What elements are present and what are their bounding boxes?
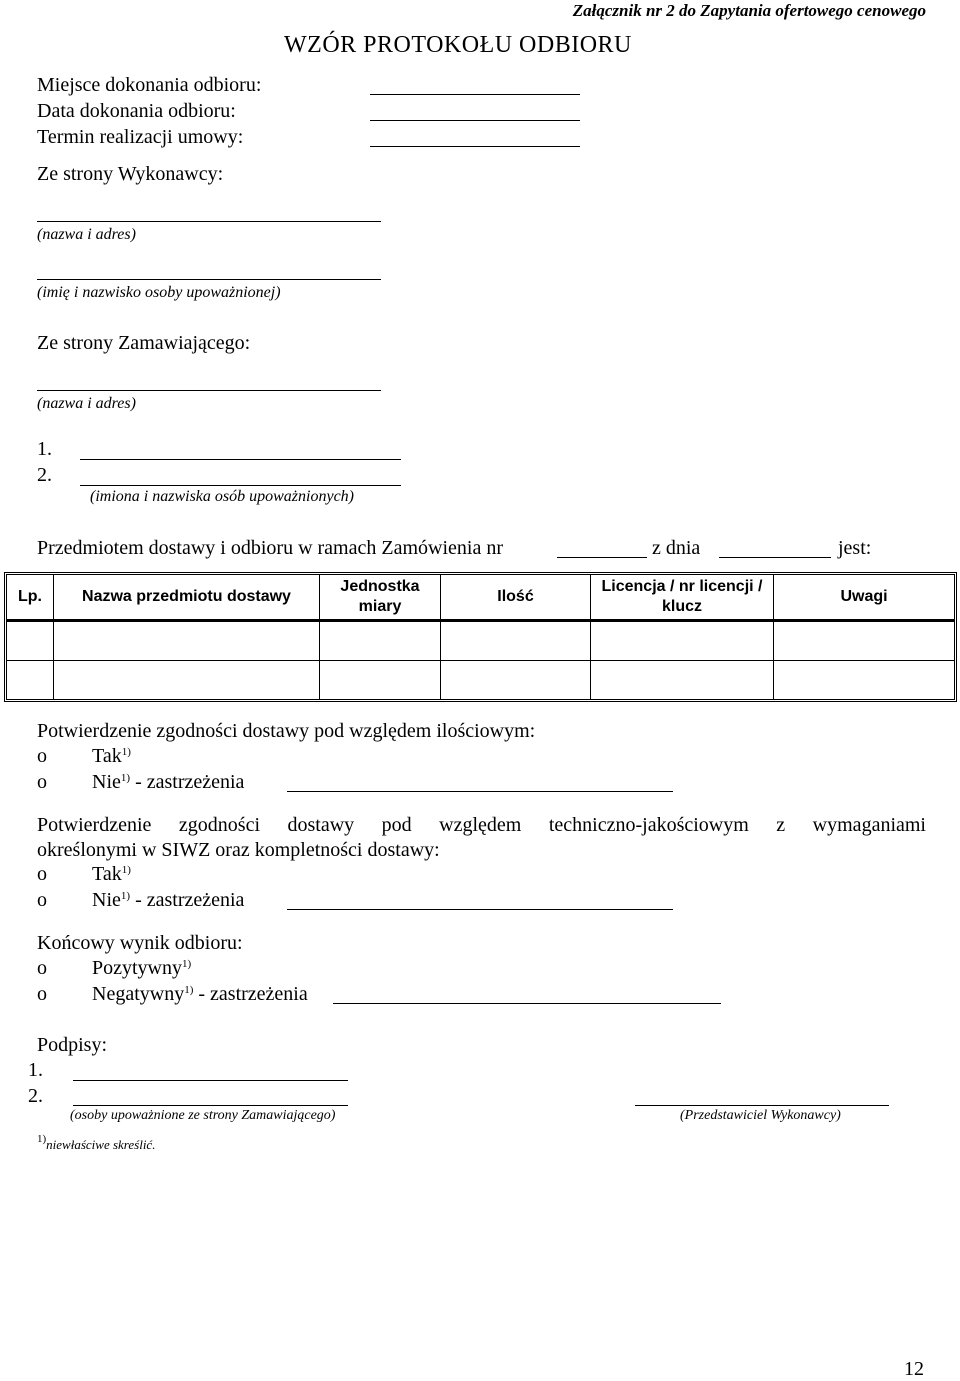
subject-text-2: z dnia [652,537,701,559]
date-label: Data dokonania odbioru: [37,100,236,122]
option-bullet: o [37,863,47,885]
table-cell[interactable] [774,660,954,699]
footnote-mark: 1) [37,1133,47,1145]
result-positive-option[interactable] [37,956,191,980]
result-label: Końcowy wynik odbioru: [37,932,243,954]
col-header-notes: Uwagi [774,575,954,622]
footnote-ref: 1) [182,958,192,970]
term-field[interactable] [370,146,580,147]
orderer-heading: Ze strony Zamawiającego: [37,332,251,354]
quality-check-label-1: Potwierdzenie zgodności dostawy pod względem techniczno-jakościowym z wymaganiami [37,814,926,836]
quality-no-option[interactable] [37,888,244,912]
quality-yes-option[interactable] [37,862,131,886]
option-bullet: o [37,889,47,911]
orderer-person-1-field[interactable] [80,459,401,460]
col-header-lp: Lp. [7,575,54,622]
footnote-ref: 1) [120,890,131,902]
option-bullet: o [37,745,47,767]
result-reservations-field[interactable] [333,1003,721,1004]
table-row [7,622,954,660]
reservations-label: - zastrzeżenia [193,983,308,1005]
option-bullet: o [37,983,47,1005]
table-cell[interactable] [441,622,591,660]
table-row [7,660,954,699]
quality-check-label-2: określonymi w SIWZ oraz kompletności dostawy: [37,839,440,861]
signatures-label: Podpisy: [37,1034,108,1056]
table-cell[interactable] [320,660,441,699]
option-no-label: Nie [92,771,121,793]
contractor-signature-field[interactable] [635,1105,889,1106]
quantity-reservations-field[interactable] [287,791,673,792]
subject-text-3: jest: [838,537,872,559]
signature-number-2: 2. [28,1085,43,1107]
quantity-check-label: Potwierdzenie zgodności dostawy pod względem ilościowym: [37,720,536,742]
col-header-quantity: Ilość [441,575,591,622]
table-header-row [7,575,954,622]
col-header-item-name: Nazwa przedmiotu dostawy [54,575,320,622]
footnote-ref: 1) [121,746,131,758]
contractor-person-field[interactable] [37,279,381,280]
footnote-ref: 1) [121,864,131,876]
footnote-text: niewłaściwe skreślić. [46,1137,156,1152]
orderer-person-2-field[interactable] [80,485,401,486]
option-yes-label: Tak [92,863,122,885]
table-cell[interactable] [320,622,441,660]
option-negative-label: Negatywny [92,983,185,1005]
place-field[interactable] [370,94,580,95]
signature-number-1: 1. [28,1059,43,1081]
contractor-name-hint: (nazwa i adres) [37,226,136,243]
signature-2-field[interactable] [73,1105,348,1106]
table-cell[interactable] [591,660,774,699]
subject-text-1: Przedmiotem dostawy i odbioru w ramach Zamówienia nr [37,537,503,559]
orderer-person-number-1: 1. [37,438,52,460]
contractor-person-hint: (imię i nazwisko osoby upoważnionej) [37,284,281,301]
order-date-field[interactable] [719,557,831,558]
orderer-persons-hint: (imiona i nazwiska osób upoważnionych) [90,488,354,505]
annex-label: Załącznik nr 2 do Zapytania ofertowego cenowego [572,1,926,20]
contractor-signature-hint: (Przedstawiciel Wykonawcy) [680,1108,841,1123]
footnote-ref: 1) [184,984,194,996]
footnote-ref: 1) [120,772,131,784]
option-positive-label: Pozytywny [92,957,182,979]
table-cell[interactable] [7,660,54,699]
orderer-person-number-2: 2. [37,464,52,486]
items-table [4,572,957,702]
order-number-field[interactable] [557,557,647,558]
table-cell[interactable] [774,622,954,660]
option-no-label: Nie [92,889,121,911]
option-yes-label: Tak [92,745,122,767]
table-cell[interactable] [441,660,591,699]
quality-reservations-field[interactable] [287,909,673,910]
orderer-name-hint: (nazwa i adres) [37,395,136,412]
table-cell[interactable] [54,660,320,699]
table-cell[interactable] [7,622,54,660]
footnote [37,1133,156,1153]
contractor-name-field[interactable] [37,221,381,222]
result-negative-option[interactable] [37,982,308,1006]
page-number: 12 [904,1358,924,1380]
contractor-heading: Ze strony Wykonawcy: [37,163,224,185]
quantity-yes-option[interactable] [37,744,131,768]
term-label: Termin realizacji umowy: [37,126,244,148]
signature-1-field[interactable] [73,1080,348,1081]
quantity-no-option[interactable] [37,770,244,794]
orderer-signature-hint: (osoby upoważnione ze strony Zamawiającego) [70,1108,336,1123]
table-cell[interactable] [591,622,774,660]
document-title: WZÓR PROTOKOŁU ODBIORU [284,32,632,58]
option-bullet: o [37,957,47,979]
table-cell[interactable] [54,622,320,660]
col-header-unit: Jednostka miary [320,575,441,622]
col-header-license: Licencja / nr licencji / klucz [591,575,774,622]
date-field[interactable] [370,120,580,121]
reservations-label: - zastrzeżenia [130,771,245,793]
reservations-label: - zastrzeżenia [130,889,245,911]
option-bullet: o [37,771,47,793]
place-label: Miejsce dokonania odbioru: [37,74,262,96]
orderer-name-field[interactable] [37,390,381,391]
